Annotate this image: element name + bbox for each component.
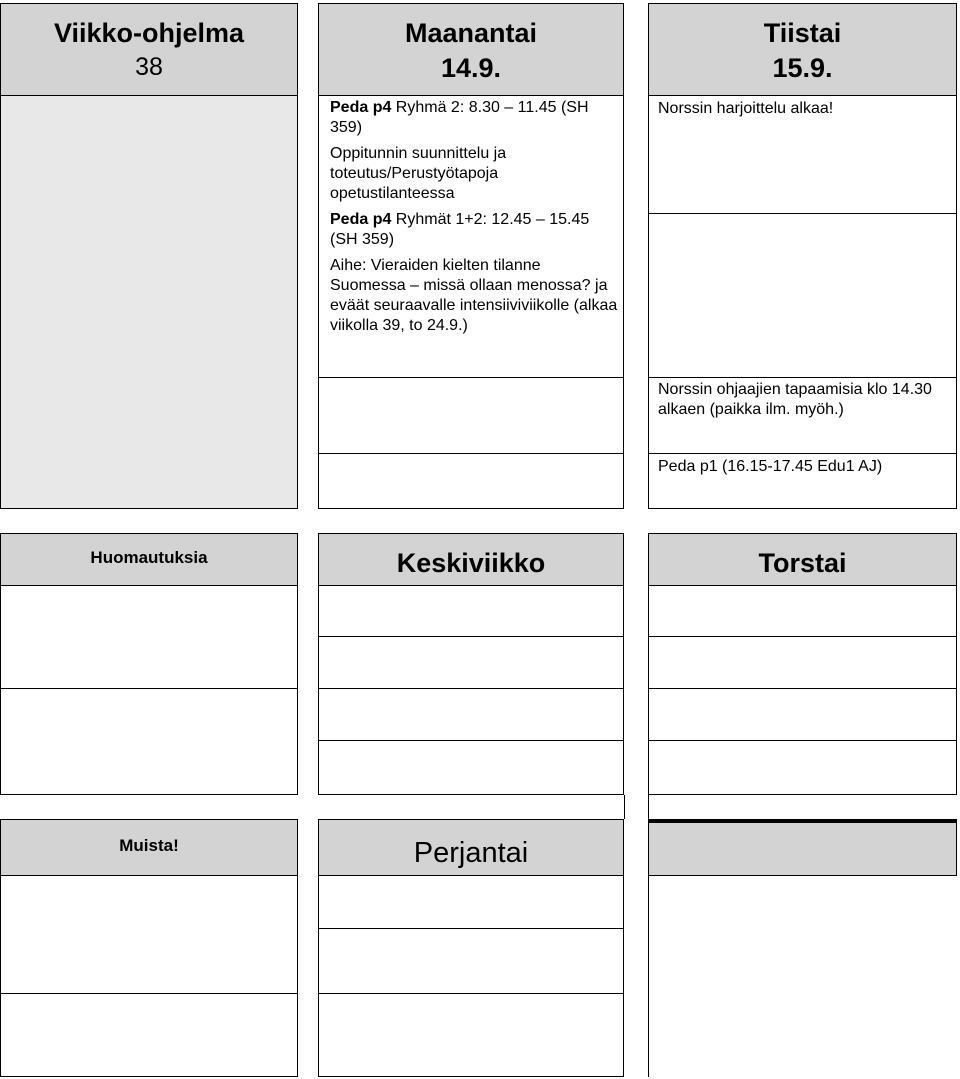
friday-row-divider <box>318 993 624 994</box>
wednesday-header <box>318 533 624 586</box>
friday-header <box>318 819 624 876</box>
remember-header <box>0 819 298 876</box>
extra-header <box>648 819 957 876</box>
thursday-row-divider <box>648 688 957 689</box>
monday-day: Maanantai <box>404 18 538 48</box>
wednesday-row-divider <box>318 688 624 689</box>
tuesday-day: Tiistai <box>763 18 842 48</box>
wednesday-day: Keskiviikko <box>396 548 546 578</box>
monday-entry-2: Oppitunnin suunnittelu ja toteutus/Perustyötapoja opetustilanteessa <box>330 145 507 202</box>
wednesday-row-divider <box>318 740 624 741</box>
thursday-row-divider <box>648 636 957 637</box>
week-title: Viikko-ohjelma <box>53 18 245 48</box>
monday-row-divider <box>318 377 624 378</box>
monday-entry-3: Peda p4 Ryhmät 1+2: 12.45 – 15.45 (SH 359) <box>330 211 590 248</box>
monday-header <box>318 3 624 96</box>
connector-line <box>648 795 649 819</box>
extra-panel <box>648 876 957 1077</box>
tuesday-entry-3: Peda p1 (16.15-17.45 Edu1 AJ) <box>658 458 883 475</box>
tuesday-header <box>648 3 957 96</box>
remember-title: Muista! <box>119 836 179 855</box>
thursday-header <box>648 533 957 586</box>
monday-entries <box>330 98 620 336</box>
week-header <box>0 3 298 96</box>
monday-entry-1: Peda p4 Ryhmä 2: 8.30 – 11.45 (SH 359) <box>330 99 589 136</box>
friday-day: Perjantai <box>413 837 529 869</box>
wednesday-row-divider <box>318 636 624 637</box>
tuesday-date: 15.9. <box>772 53 833 83</box>
friday-row-divider <box>318 928 624 929</box>
monday-row-divider <box>318 453 624 454</box>
notes-row-divider <box>0 688 298 689</box>
monday-date: 14.9. <box>440 53 502 83</box>
thursday-day: Torstai <box>758 548 847 578</box>
remember-row-divider <box>0 993 298 994</box>
thursday-row-divider <box>648 740 957 741</box>
tuesday-row-divider <box>648 213 957 214</box>
notes-header <box>0 533 298 586</box>
week-number: 38 <box>135 53 163 81</box>
tuesday-entry-2: Norssin ohjaajien tapaamisia klo 14.30 alkaen (paikka ilm. myöh.) <box>658 381 932 418</box>
tuesday-row-divider <box>648 453 957 454</box>
monday-entry-4: Aihe: Vieraiden kielten tilanne Suomessa – missä ollaan menossa? ja eväät seuraavalle intensiiviviikolle (alkaa viikolla 39, to 24.9.) <box>330 257 618 334</box>
tuesday-row-divider <box>648 377 957 378</box>
notes-title: Huomautuksia <box>90 548 208 567</box>
connector-line <box>624 795 625 819</box>
tuesday-entry-1: Norssin harjoittelu alkaa! <box>658 100 834 117</box>
